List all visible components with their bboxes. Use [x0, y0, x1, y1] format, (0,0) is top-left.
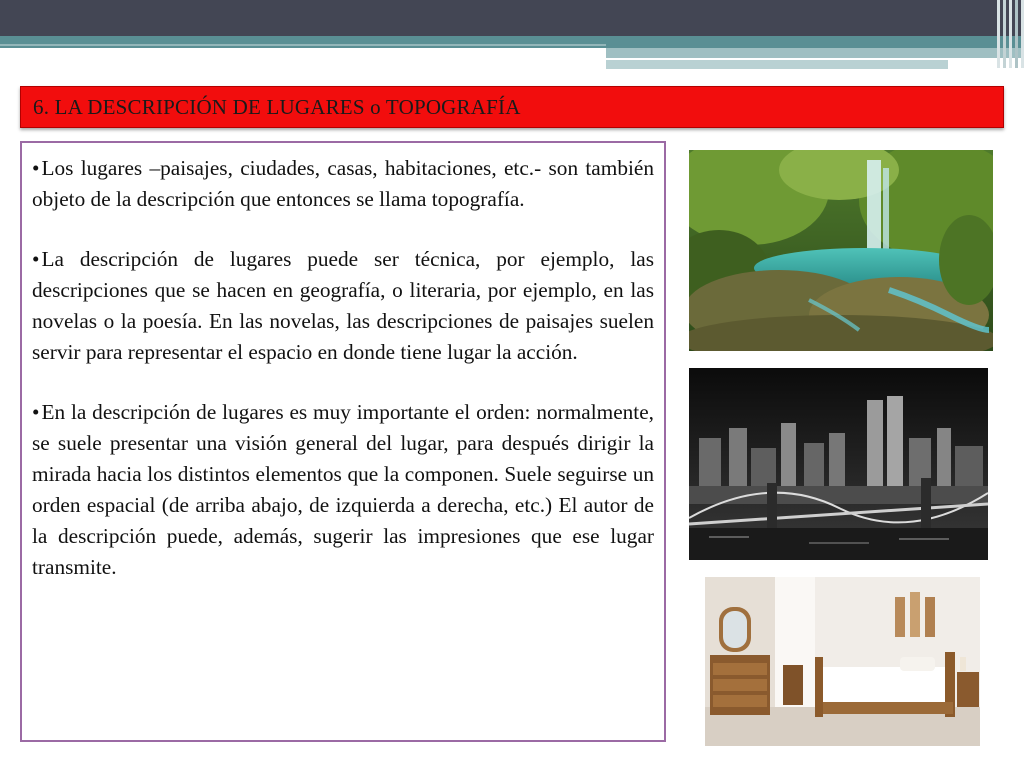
- bedroom-interior-photo: [705, 577, 980, 746]
- bullet-1: •: [32, 156, 40, 180]
- paragraph-3: [32, 397, 654, 583]
- slide-title: 6. LA DESCRIPCIÓN DE LUGARES o TOPOGRAFÍA: [33, 94, 521, 119]
- header-stripes: [994, 0, 1024, 68]
- night-city-bridge-photo: [689, 368, 988, 560]
- header-band-light: [606, 48, 1024, 58]
- body-text-box: [20, 141, 666, 742]
- paragraph-1: [32, 153, 654, 215]
- bullet-3: •: [32, 400, 40, 424]
- paragraph-2-text: La descripción de lugares puede ser técnica, por ejemplo, las descripciones que se hacen en geografía, o literaria, por ejemplo, en las novelas o la poesía. En las novelas, las descripciones de paisajes suelen servir para representar el espacio en donde tiene lugar la acción.: [32, 247, 654, 364]
- title-bar: [20, 86, 1004, 128]
- header-band-lighter: [606, 60, 948, 69]
- paragraph-1-text: Los lugares –paisajes, ciudades, casas, habitaciones, etc.- son también objeto de la descripción que entonces se llama topografía.: [32, 156, 654, 211]
- waterfall-landscape-photo: [689, 150, 993, 351]
- header-band-teal: [0, 36, 1024, 48]
- paragraph-2: [32, 244, 654, 368]
- paragraph-3-text: En la descripción de lugares es muy importante el orden: normalmente, se suele presentar una visión general del lugar, para después dirigir la mirada hacia los distintos elementos que la componen. Suele seguirse un orden espacial (de arriba abajo, de izquierda a derecha, etc.) El autor de la descripción puede, además, sugerir las impresiones que ese lugar transmite.: [32, 400, 654, 579]
- header-band-highlight: [0, 44, 606, 46]
- bullet-2: •: [32, 247, 40, 271]
- header-band-dark: [0, 0, 1024, 36]
